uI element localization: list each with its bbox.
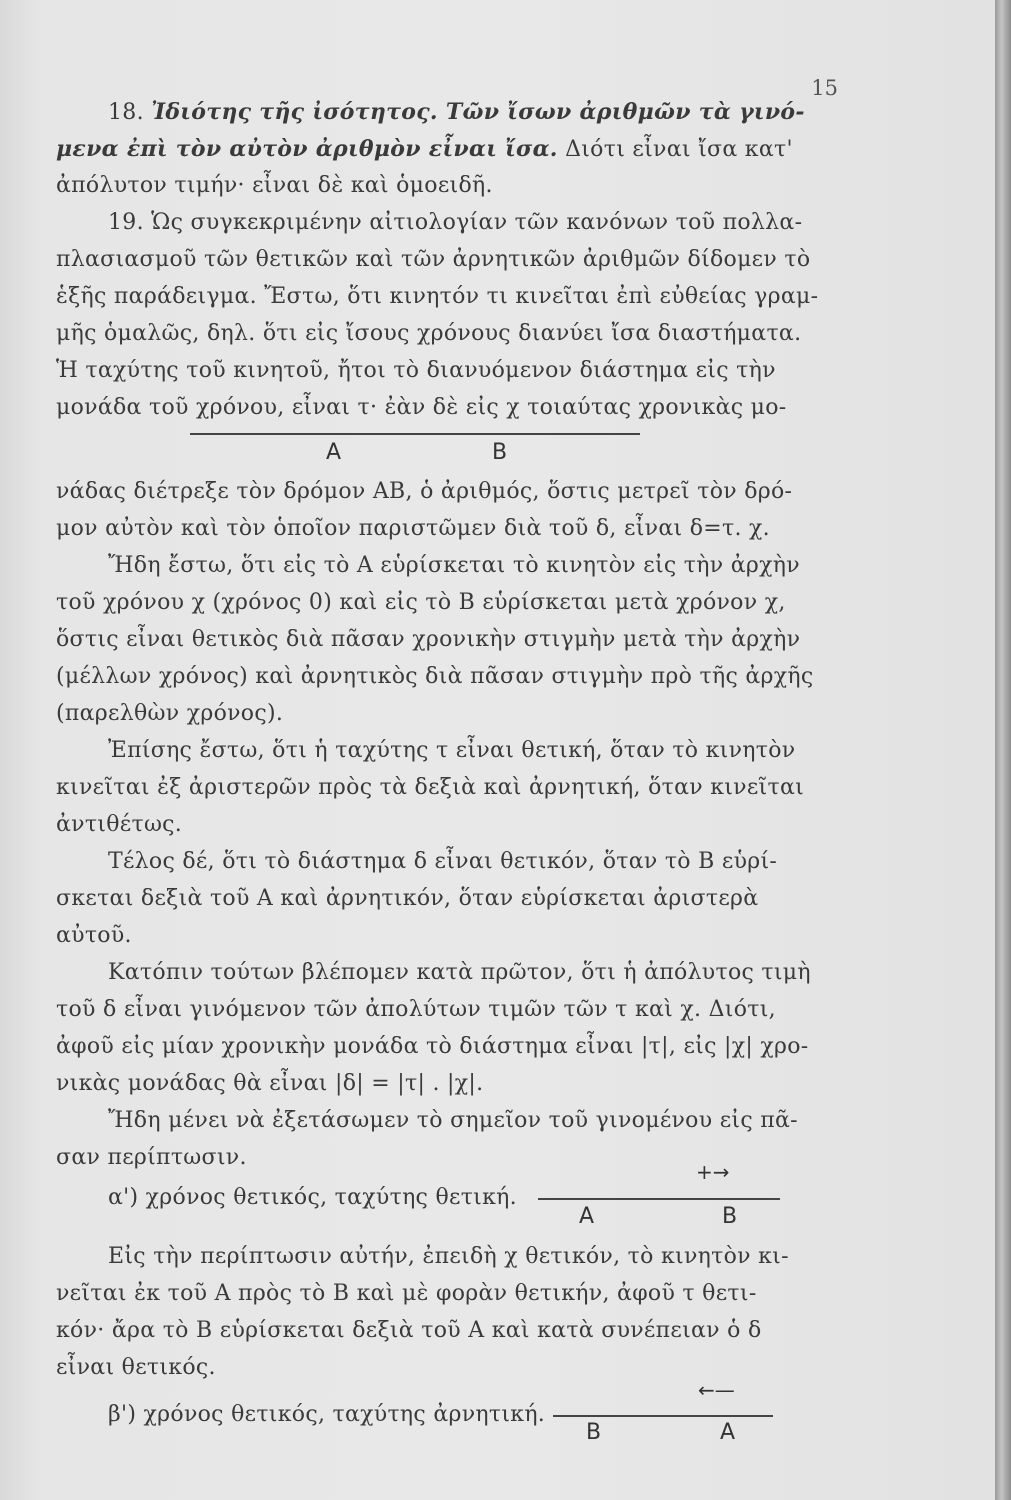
section-19-line-2: πλασιασμοῦ τῶν θετικῶν καὶ τῶν ἀρνητικῶν ἀριθμῶν δίδομεν τὸ xyxy=(56,247,811,272)
section-19-line-3: ἑξῆς παράδειγμα. Ἔστω, ὅτι κινητόν τι κινεῖται ἐπὶ εὐθείας γραμ- xyxy=(56,284,819,309)
section-18-title: Ἰδιότης τῆς ἰσότητος. Τῶν ἴσων ἀριθμῶν τὰ γινό- xyxy=(151,99,805,125)
body-line: (παρελθὼν χρόνος). xyxy=(56,701,284,726)
section-18-text: Διότι εἶναι ἴσα κατ' xyxy=(565,137,793,162)
body-line: τοῦ χρόνου χ (χρόνος 0) καὶ εἰς τὸ Β εὑρίσκεται μετὰ χρόνον χ, xyxy=(56,590,786,615)
case-a-text-line: Εἰς τὴν περίπτωσιν αὐτήν, ἐπειδὴ χ θετικόν, τὸ κινητὸν κι- xyxy=(108,1244,789,1269)
case-b-label-a: A xyxy=(720,1420,736,1445)
body-line: ὅστις εἶναι θετικὸς διὰ πᾶσαν χρονικὴν στιγμὴν μετὰ τὴν ἀρχὴν xyxy=(56,627,801,652)
case-b-label: β') χρόνος θετικός, ταχύτης ἀρνητική. xyxy=(108,1402,546,1427)
case-a-text-line: κόν· ἄρα τὸ Β εὑρίσκεται δεξιὰ τοῦ Α καὶ κατὰ συνέπειαν ὁ δ xyxy=(56,1318,762,1343)
case-a-label-a: A xyxy=(579,1204,595,1229)
case-b-arrow-icon: ←— xyxy=(698,1378,735,1402)
body-line: Κατόπιν τούτων βλέπομεν κατὰ πρῶτον, ὅτι ἡ ἀπόλυτος τιμὴ xyxy=(108,960,811,985)
body-line: Ἐπίσης ἔστω, ὅτι ἡ ταχύτης τ εἶναι θετική, ὅταν τὸ κινητὸν xyxy=(108,738,796,763)
body-line: κινεῖται ἐξ ἀριστερῶν πρὸς τὰ δεξιὰ καὶ ἀρνητική, ὅταν κινεῖται xyxy=(56,775,805,800)
section-19-line-5: Ἡ ταχύτης τοῦ κινητοῦ, ἤτοι τὸ διανυόμενον διάστημα εἰς τὴν xyxy=(56,358,776,383)
section-18-title-cont: μενα ἐπὶ τὸν αὐτὸν ἀριθμὸν εἶναι ἴσα. xyxy=(56,136,558,162)
body-line: νάδας διέτρεξε τὸν δρόμον ΑΒ, ὁ ἀριθμός, ὅστις μετρεῖ τὸν δρό- xyxy=(56,479,793,504)
section-18-line-1 xyxy=(56,97,830,128)
diagram-main-line xyxy=(190,433,640,435)
body-line: νικὰς μονάδας θὰ εἶναι |δ| = |τ| . |χ|. xyxy=(56,1071,484,1096)
page-number: 15 xyxy=(811,76,838,100)
page-edge xyxy=(995,0,1011,1500)
section-18-number: 18. xyxy=(108,100,144,125)
section-19-line-6: μονάδα τοῦ χρόνου, εἶναι τ· ἐὰν δὲ εἰς χ τοιαύτας χρονικὰς μο- xyxy=(56,395,787,420)
case-a-label-b: B xyxy=(722,1204,738,1229)
case-a-text-line: εἶναι θετικός. xyxy=(56,1355,216,1380)
body-line: αὐτοῦ. xyxy=(56,923,132,948)
body-line: Ἤδη μένει νὰ ἐξετάσωμεν τὸ σημεῖον τοῦ γινομένου εἰς πᾶ- xyxy=(108,1108,798,1133)
section-19-line-4: μῆς ὁμαλῶς, δηλ. ὅτι εἰς ἴσους χρόνους διανύει ἴσα διαστήματα. xyxy=(56,321,802,346)
case-b-label-b: B xyxy=(586,1420,602,1445)
body-line: Τέλος δέ, ὅτι τὸ διάστημα δ εἶναι θετικόν, ὅταν τὸ Β εὑρί- xyxy=(108,849,778,874)
case-a-label: α') χρόνος θετικός, ταχύτης θετική. xyxy=(108,1185,517,1210)
body-line: σαν περίπτωσιν. xyxy=(56,1145,247,1170)
case-a-text-line: νεῖται ἐκ τοῦ Α πρὸς τὸ Β καὶ μὲ φορὰν θετικήν, ἀφοῦ τ θετι- xyxy=(56,1281,757,1306)
body-line: Ἤδη ἔστω, ὅτι εἰς τὸ Α εὑρίσκεται τὸ κινητὸν εἰς τὴν ἀρχὴν xyxy=(108,553,800,578)
body-line: ἀντιθέτως. xyxy=(56,812,183,837)
body-line: τοῦ δ εἶναι γινόμενον τῶν ἀπολύτων τιμῶν τῶν τ καὶ χ. Διότι, xyxy=(56,997,776,1022)
case-b-line xyxy=(553,1415,773,1417)
case-a-line xyxy=(538,1198,780,1200)
body-line: σκεται δεξιὰ τοῦ Α καὶ ἀρνητικόν, ὅταν εὑρίσκεται ἀριστερὰ xyxy=(56,886,759,911)
section-18-line-2 xyxy=(56,134,830,165)
body-line: μον αὐτὸν καὶ τὸν ὁποῖον παριστῶμεν διὰ τοῦ δ, εἶναι δ=τ. χ. xyxy=(56,516,770,541)
body-line: ἀφοῦ εἰς μίαν χρονικὴν μονάδα τὸ διάστημα εἶναι |τ|, εἰς |χ| χρο- xyxy=(56,1034,809,1059)
body-line: (μέλλων χρόνος) καὶ ἀρνητικὸς διὰ πᾶσαν στιγμὴν πρὸ τῆς ἀρχῆς xyxy=(56,664,814,689)
section-19-line-1: 19. Ὡς συγκεκριμένην αἰτιολογίαν τῶν κανόνων τοῦ πολλα- xyxy=(108,210,803,235)
diagram-main-label-a: A xyxy=(326,440,342,465)
case-a-arrow-icon: +→ xyxy=(696,1160,730,1184)
diagram-main-label-b: B xyxy=(492,440,508,465)
section-18-line-3: ἀπόλυτον τιμήν· εἶναι δὲ καὶ ὁμοειδῆ. xyxy=(56,173,493,198)
